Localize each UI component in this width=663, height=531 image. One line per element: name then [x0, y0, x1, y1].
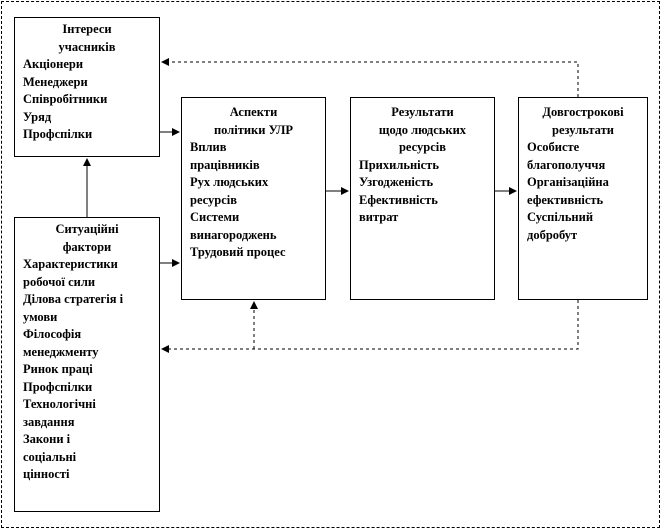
- aspects-title-2: політики УЛР: [213, 122, 294, 137]
- interests-item: Співробітники: [23, 92, 108, 106]
- feedback-line-top: [162, 62, 578, 97]
- aspects-item: Трудовий процес: [190, 245, 286, 259]
- longterm-item: Організаційна: [527, 175, 609, 189]
- situational-item: умови: [23, 309, 58, 324]
- results-title-1: Результати: [391, 105, 454, 119]
- longterm-title-1: Довгострокові: [542, 105, 624, 119]
- interests-title-1: Інтереси: [62, 22, 112, 36]
- situational-title-2: фактори: [62, 239, 112, 254]
- results-title-2: щодо людських: [378, 122, 467, 137]
- aspects-item: винагороджень: [190, 227, 277, 242]
- results-item: Узгодженість: [359, 175, 434, 189]
- aspects-item: ресурсів: [190, 192, 238, 207]
- situational-item: Ділова стратегія і: [23, 292, 124, 306]
- aspects-item: Рух людських: [190, 175, 269, 189]
- longterm-item: ефективність: [527, 192, 604, 207]
- results-item: витрат: [359, 210, 399, 224]
- longterm-item: Суспільний: [527, 210, 594, 224]
- situational-item: менеджменту: [23, 344, 99, 359]
- results-title-3: ресурсів: [398, 140, 446, 154]
- situational-item: Ринок праці: [23, 362, 93, 376]
- feedback-line-bottom: [162, 300, 578, 349]
- situational-item: соціальні: [23, 449, 77, 464]
- aspects-title-1: Аспекти: [229, 105, 278, 119]
- situational-title-1: Ситуаційні: [55, 222, 119, 236]
- interests-title-2: учасників: [58, 39, 116, 54]
- interests-item: Акціонери: [23, 57, 84, 71]
- longterm-item: Особисте: [527, 140, 580, 154]
- aspects-item: Вплив: [190, 140, 227, 154]
- interests-item: Уряд: [23, 109, 52, 124]
- aspects-item: Системи: [190, 210, 240, 224]
- situational-item: цінності: [23, 467, 70, 481]
- situational-item: Характеристики: [23, 257, 118, 271]
- situational-item: завдання: [23, 414, 75, 429]
- longterm-title-2: результати: [552, 122, 614, 137]
- longterm-item: добробут: [527, 227, 578, 242]
- interests-item: Менеджери: [23, 74, 88, 89]
- results-item: Ефективність: [359, 192, 438, 207]
- situational-item: робочої сили: [23, 274, 96, 289]
- longterm-item: благополуччя: [527, 157, 606, 172]
- situational-item: Філософія: [23, 327, 82, 341]
- aspects-item: працівників: [190, 157, 260, 172]
- results-item: Прихильність: [359, 157, 439, 172]
- situational-item: Закони і: [23, 432, 71, 446]
- situational-item: Технологічні: [23, 397, 96, 411]
- situational-item: Профспілки: [23, 379, 93, 394]
- interests-item: Профспілки: [23, 127, 93, 141]
